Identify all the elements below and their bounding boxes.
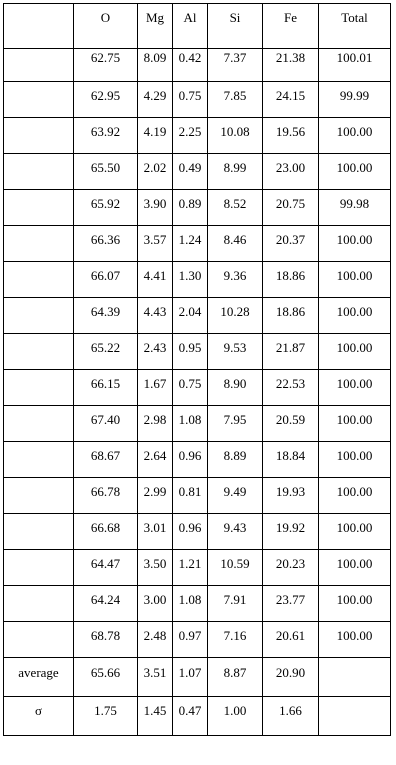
cell-total: 100.00 xyxy=(319,514,391,550)
cell-o: 64.39 xyxy=(74,298,138,334)
cell-si: 8.52 xyxy=(208,190,263,226)
cell-total: 100.00 xyxy=(319,334,391,370)
cell-al: 1.21 xyxy=(173,550,208,586)
cell-si: 10.08 xyxy=(208,118,263,154)
cell-al: 0.75 xyxy=(173,82,208,118)
cell-mg: 3.57 xyxy=(138,226,173,262)
cell-mg: 2.64 xyxy=(138,442,173,478)
cell-al: 0.96 xyxy=(173,514,208,550)
cell-al: 1.30 xyxy=(173,262,208,298)
header-row xyxy=(4,4,391,49)
cell-total xyxy=(319,697,391,736)
cell-fe: 1.66 xyxy=(263,697,319,736)
cell-o: 63.92 xyxy=(74,118,138,154)
cell-al: 0.81 xyxy=(173,478,208,514)
cell-label xyxy=(4,370,74,406)
cell-label xyxy=(4,514,74,550)
cell-o: 64.24 xyxy=(74,586,138,622)
cell-fe: 23.00 xyxy=(263,154,319,190)
cell-o: 66.68 xyxy=(74,514,138,550)
cell-mg: 1.45 xyxy=(138,697,173,736)
average-row xyxy=(4,658,391,697)
table-body xyxy=(4,49,391,736)
cell-o: 66.78 xyxy=(74,478,138,514)
table-row xyxy=(4,154,391,190)
cell-mg: 8.09 xyxy=(138,49,173,82)
cell-fe: 18.84 xyxy=(263,442,319,478)
cell-fe: 20.90 xyxy=(263,658,319,697)
cell-mg: 1.67 xyxy=(138,370,173,406)
table-row xyxy=(4,514,391,550)
cell-al: 0.89 xyxy=(173,190,208,226)
cell-al: 0.49 xyxy=(173,154,208,190)
cell-si: 9.53 xyxy=(208,334,263,370)
cell-label xyxy=(4,118,74,154)
table-row xyxy=(4,118,391,154)
cell-si: 7.95 xyxy=(208,406,263,442)
cell-total xyxy=(319,658,391,697)
cell-total: 100.00 xyxy=(319,154,391,190)
cell-al: 0.95 xyxy=(173,334,208,370)
cell-o: 66.15 xyxy=(74,370,138,406)
sigma-row xyxy=(4,697,391,736)
cell-fe: 22.53 xyxy=(263,370,319,406)
cell-si: 8.90 xyxy=(208,370,263,406)
header-cell-al: Al xyxy=(173,4,208,49)
cell-mg: 3.90 xyxy=(138,190,173,226)
cell-o: 65.92 xyxy=(74,190,138,226)
cell-al: 0.97 xyxy=(173,622,208,658)
header-cell-label xyxy=(4,4,74,49)
header-cell-o: O xyxy=(74,4,138,49)
cell-mg: 4.43 xyxy=(138,298,173,334)
cell-total: 100.00 xyxy=(319,406,391,442)
cell-si: 10.28 xyxy=(208,298,263,334)
cell-mg: 3.00 xyxy=(138,586,173,622)
cell-fe: 20.37 xyxy=(263,226,319,262)
cell-mg: 3.50 xyxy=(138,550,173,586)
cell-al: 1.24 xyxy=(173,226,208,262)
cell-label xyxy=(4,622,74,658)
table-row xyxy=(4,262,391,298)
cell-label: σ xyxy=(4,697,74,736)
cell-total: 100.00 xyxy=(319,118,391,154)
cell-mg: 3.01 xyxy=(138,514,173,550)
cell-si: 7.85 xyxy=(208,82,263,118)
cell-total: 100.00 xyxy=(319,370,391,406)
cell-total: 100.00 xyxy=(319,298,391,334)
cell-total: 100.01 xyxy=(319,49,391,82)
cell-al: 1.08 xyxy=(173,586,208,622)
cell-al: 0.42 xyxy=(173,49,208,82)
header-cell-fe: Fe xyxy=(263,4,319,49)
cell-si: 9.43 xyxy=(208,514,263,550)
cell-o: 65.22 xyxy=(74,334,138,370)
table-row xyxy=(4,622,391,658)
cell-si: 8.99 xyxy=(208,154,263,190)
cell-o: 64.47 xyxy=(74,550,138,586)
cell-mg: 2.43 xyxy=(138,334,173,370)
cell-si: 7.16 xyxy=(208,622,263,658)
header-cell-total: Total xyxy=(319,4,391,49)
cell-fe: 20.59 xyxy=(263,406,319,442)
cell-fe: 23.77 xyxy=(263,586,319,622)
table-row xyxy=(4,334,391,370)
cell-o: 68.67 xyxy=(74,442,138,478)
cell-label xyxy=(4,49,74,82)
cell-si: 8.89 xyxy=(208,442,263,478)
cell-al: 2.25 xyxy=(173,118,208,154)
cell-fe: 24.15 xyxy=(263,82,319,118)
cell-label xyxy=(4,298,74,334)
cell-label xyxy=(4,442,74,478)
table-row xyxy=(4,49,391,82)
cell-total: 100.00 xyxy=(319,226,391,262)
cell-total: 100.00 xyxy=(319,622,391,658)
cell-si: 10.59 xyxy=(208,550,263,586)
cell-o: 1.75 xyxy=(74,697,138,736)
table-row xyxy=(4,82,391,118)
cell-fe: 20.61 xyxy=(263,622,319,658)
cell-fe: 21.87 xyxy=(263,334,319,370)
cell-fe: 21.38 xyxy=(263,49,319,82)
table-row xyxy=(4,226,391,262)
header-cell-si: Si xyxy=(208,4,263,49)
cell-mg: 2.02 xyxy=(138,154,173,190)
cell-mg: 4.29 xyxy=(138,82,173,118)
table-row xyxy=(4,442,391,478)
cell-o: 66.36 xyxy=(74,226,138,262)
cell-fe: 19.92 xyxy=(263,514,319,550)
cell-al: 1.08 xyxy=(173,406,208,442)
cell-label xyxy=(4,226,74,262)
cell-al: 0.47 xyxy=(173,697,208,736)
cell-fe: 19.93 xyxy=(263,478,319,514)
cell-si: 8.46 xyxy=(208,226,263,262)
table-row xyxy=(4,406,391,442)
cell-fe: 20.23 xyxy=(263,550,319,586)
cell-total: 100.00 xyxy=(319,478,391,514)
cell-mg: 2.98 xyxy=(138,406,173,442)
cell-total: 99.98 xyxy=(319,190,391,226)
table-row xyxy=(4,298,391,334)
table-header xyxy=(4,4,391,49)
cell-al: 1.07 xyxy=(173,658,208,697)
cell-total: 100.00 xyxy=(319,262,391,298)
cell-si: 8.87 xyxy=(208,658,263,697)
cell-o: 66.07 xyxy=(74,262,138,298)
cell-mg: 4.41 xyxy=(138,262,173,298)
table-row xyxy=(4,478,391,514)
cell-o: 62.95 xyxy=(74,82,138,118)
cell-si: 1.00 xyxy=(208,697,263,736)
cell-si: 7.37 xyxy=(208,49,263,82)
cell-si: 9.36 xyxy=(208,262,263,298)
cell-label xyxy=(4,190,74,226)
cell-total: 100.00 xyxy=(319,586,391,622)
composition-table xyxy=(3,3,391,736)
cell-label xyxy=(4,478,74,514)
cell-label xyxy=(4,262,74,298)
table-row xyxy=(4,370,391,406)
cell-label xyxy=(4,550,74,586)
table-row xyxy=(4,550,391,586)
cell-o: 65.50 xyxy=(74,154,138,190)
cell-label xyxy=(4,586,74,622)
cell-mg: 2.99 xyxy=(138,478,173,514)
cell-label xyxy=(4,154,74,190)
cell-fe: 19.56 xyxy=(263,118,319,154)
cell-total: 99.99 xyxy=(319,82,391,118)
cell-mg: 2.48 xyxy=(138,622,173,658)
cell-label xyxy=(4,406,74,442)
cell-mg: 3.51 xyxy=(138,658,173,697)
cell-o: 68.78 xyxy=(74,622,138,658)
cell-mg: 4.19 xyxy=(138,118,173,154)
cell-label xyxy=(4,334,74,370)
cell-total: 100.00 xyxy=(319,442,391,478)
cell-fe: 20.75 xyxy=(263,190,319,226)
cell-al: 0.96 xyxy=(173,442,208,478)
cell-o: 62.75 xyxy=(74,49,138,82)
cell-o: 65.66 xyxy=(74,658,138,697)
cell-al: 2.04 xyxy=(173,298,208,334)
cell-label: average xyxy=(4,658,74,697)
table-row xyxy=(4,586,391,622)
header-cell-mg: Mg xyxy=(138,4,173,49)
cell-label xyxy=(4,82,74,118)
cell-total: 100.00 xyxy=(319,550,391,586)
cell-o: 67.40 xyxy=(74,406,138,442)
cell-fe: 18.86 xyxy=(263,262,319,298)
cell-si: 7.91 xyxy=(208,586,263,622)
table-row xyxy=(4,190,391,226)
cell-si: 9.49 xyxy=(208,478,263,514)
cell-fe: 18.86 xyxy=(263,298,319,334)
cell-al: 0.75 xyxy=(173,370,208,406)
